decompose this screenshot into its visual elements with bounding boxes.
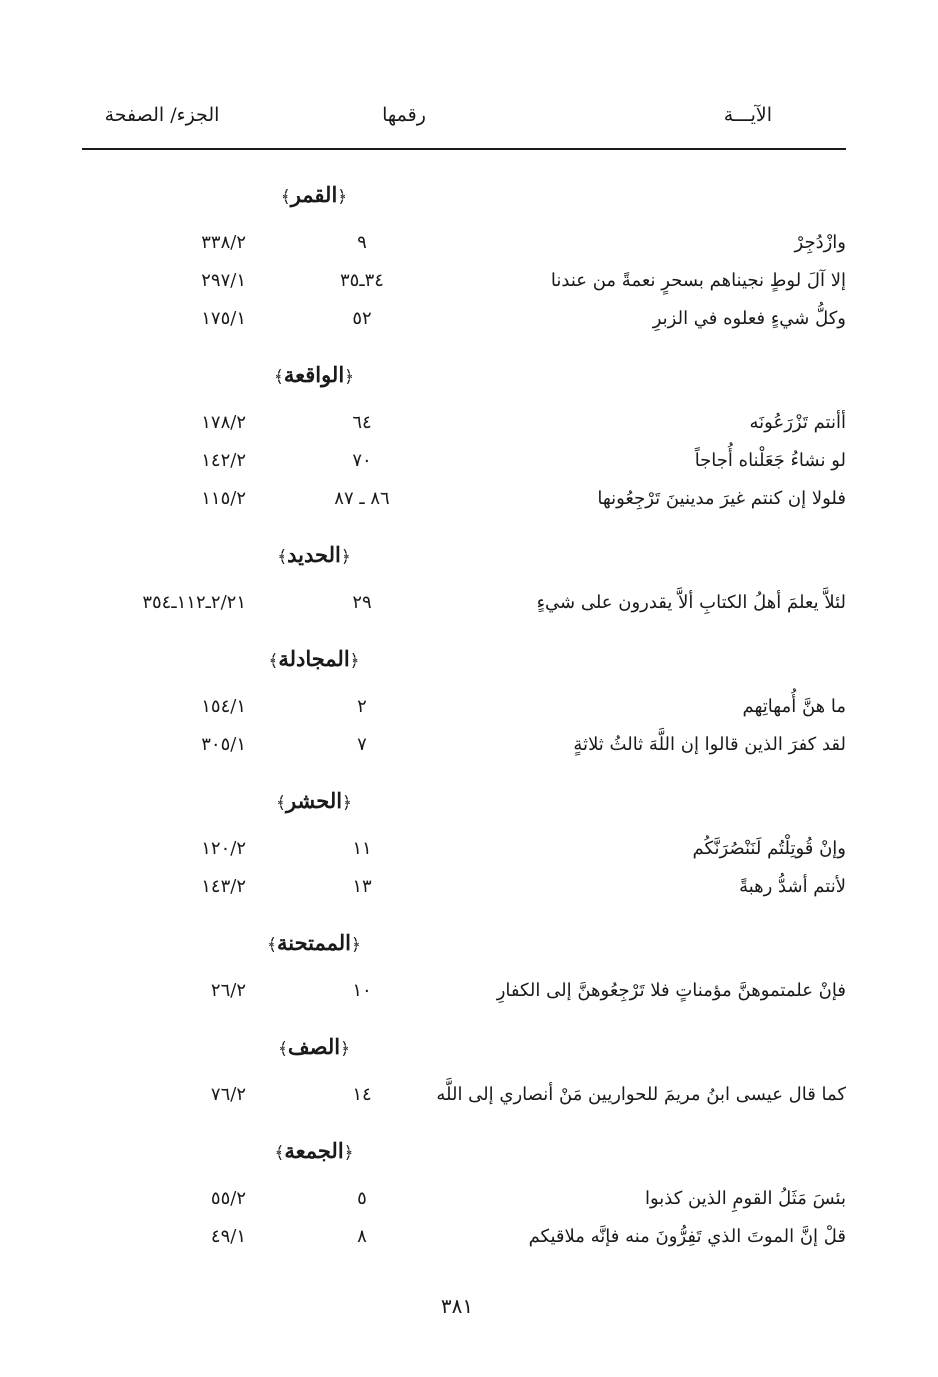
verse-text: فإنْ علمتموهنَّ مؤمناتٍ فلا تَرْجِعُوهنَّ إلى الكفارِ: [496, 980, 846, 1001]
page-reference: ١٥٤/١: [201, 696, 246, 717]
verse-text: وكلُّ شيءٍ فعلوه في الزبرِ: [652, 308, 846, 329]
surah-name: الحديد: [287, 542, 341, 567]
ornament-icon: ﴾: [268, 651, 279, 671]
verse-number: ٥: [357, 1188, 367, 1209]
verse-number: ٧٠: [352, 450, 372, 471]
page-reference: ٢٦/٢: [210, 980, 246, 1001]
verse-text: لئلاَّ يعلمَ أهلُ الكتابِ ألاَّ يقدرون على شيءٍ: [536, 592, 846, 613]
table-row: [82, 300, 846, 338]
page-number: ٣٨١: [440, 1294, 474, 1318]
table-header: [82, 104, 846, 138]
verse-text: بئسَ مَثَلُ القومِ الذين كذبوا: [645, 1188, 846, 1209]
page-reference: ١٧٥/١: [201, 308, 246, 329]
table-row: [82, 404, 846, 442]
ornament-icon: ﴾: [275, 793, 286, 813]
ornament-icon: ﴾: [267, 935, 277, 955]
verse-text: أأنتم تَزْرَعُونَه: [749, 412, 846, 433]
ornament-icon: ﴿: [337, 187, 348, 207]
ornament-icon: ﴿: [342, 793, 353, 813]
surah-heading: [82, 914, 846, 972]
surah-heading: [82, 526, 846, 584]
verse-text: لو نشاءُ جَعَلْناه أُجاجاً: [694, 450, 846, 471]
page-reference: ٥٥/٢: [210, 1188, 246, 1209]
table-row: [82, 1076, 846, 1114]
page-reference: ١٤٢/٢: [201, 450, 246, 471]
page-reference: ٧٦/٢: [210, 1084, 246, 1105]
surah-heading: [82, 1122, 846, 1180]
ornament-icon: ﴿: [343, 1143, 354, 1163]
header-reference: الجزء/ الصفحة: [104, 104, 220, 126]
table-row: [82, 442, 846, 480]
verse-text: وإنْ قُوتِلْتُم لَنَنْصُرَنَّكُم: [692, 838, 846, 859]
verse-number: ١٠: [352, 980, 372, 1001]
verse-text: ما هنَّ أُمهاتِهم: [742, 696, 846, 717]
page-reference: ٣٣٨/٢: [201, 232, 246, 253]
surah-heading: [82, 166, 846, 224]
page-reference: ٢/٢١ـ١١٢ـ٣٥٤: [142, 592, 246, 613]
verse-number: ٥٢: [352, 308, 372, 329]
verse-number: ١١: [352, 838, 372, 859]
surah-name: الممتحنة: [276, 930, 351, 955]
table-row: [82, 688, 846, 726]
ornament-icon: ﴿: [349, 651, 360, 671]
ornament-icon: ﴿: [344, 367, 355, 387]
verse-number: ٩: [357, 232, 367, 253]
ornament-icon: ﴿: [340, 547, 351, 567]
table-row: [82, 972, 846, 1010]
header-verse: الآيـــة: [723, 104, 772, 126]
surah-heading: [82, 346, 846, 404]
surah-name: الصف: [287, 1034, 341, 1059]
ornament-icon: ﴾: [273, 367, 284, 387]
ornament-icon: ﴾: [274, 1143, 285, 1163]
surah-heading: [82, 772, 846, 830]
page-reference: ١١٥/٢: [201, 488, 246, 509]
surah-heading: [82, 1018, 846, 1076]
verse-number: ١٤: [352, 1084, 372, 1105]
table-row: [82, 224, 846, 262]
ornament-icon: ﴾: [277, 1039, 288, 1059]
index-content: [82, 166, 846, 1264]
ornament-icon: ﴿: [351, 935, 361, 955]
surah-heading: [82, 630, 846, 688]
verse-text: إلا آلَ لوطٍ نجيناهم بسحرٍ نعمةً من عندنا: [550, 270, 846, 291]
ornament-icon: ﴾: [280, 187, 291, 207]
verse-text: قلْ إنَّ الموتَ الذي تَفِرُّونَ منه فإنَّه ملاقيكم: [528, 1226, 846, 1247]
page-reference: ٣٠٥/١: [201, 734, 246, 755]
surah-name: الجمعة: [284, 1138, 344, 1163]
table-row: [82, 1180, 846, 1218]
page-reference: ٤٩/١: [210, 1226, 246, 1247]
verse-number: ٧: [357, 734, 367, 755]
table-row: [82, 1218, 846, 1256]
verse-text: كما قال عيسى ابنُ مريمَ للحواريين مَنْ أنصاري إلى اللَّه: [436, 1084, 846, 1105]
header-number: رقمها: [382, 104, 426, 126]
verse-number: ٦٤: [352, 412, 372, 433]
verse-text: لأنتم أشدُّ رهبةً: [739, 876, 846, 897]
page-reference: ١٢٠/٢: [201, 838, 246, 859]
verse-number: ٣٤ـ٣٥: [340, 270, 384, 291]
page-reference: ٢٩٧/١: [201, 270, 246, 291]
surah-name: الواقعة: [283, 362, 345, 387]
table-row: [82, 726, 846, 764]
surah-name: القمر: [290, 182, 338, 207]
verse-number: ٢٩: [352, 592, 372, 613]
page-reference: ١٧٨/٢: [201, 412, 246, 433]
page-footer: [0, 1294, 938, 1318]
table-row: [82, 262, 846, 300]
ornament-icon: ﴾: [277, 547, 288, 567]
ornament-icon: ﴿: [340, 1039, 351, 1059]
surah-name: المجادلة: [278, 646, 350, 671]
table-row: [82, 868, 846, 906]
table-row: [82, 584, 846, 622]
verse-number: ١٣: [352, 876, 372, 897]
page-reference: ١٤٣/٢: [201, 876, 246, 897]
verse-text: فلولا إن كنتم غيرَ مدينينَ تَرْجِعُونها: [597, 488, 846, 509]
table-row: [82, 480, 846, 518]
table-row: [82, 830, 846, 868]
header-rule: [82, 148, 846, 150]
surah-name: الحشر: [285, 788, 343, 813]
verse-number: ٢: [357, 696, 367, 717]
verse-number: ٨: [357, 1226, 367, 1247]
verse-number: ٨٦ ـ ٨٧: [334, 488, 390, 509]
verse-text: وازْدُجِرْ: [794, 232, 846, 253]
verse-text: لقد كفرَ الذين قالوا إن اللَّهَ ثالثُ ثلاثةٍ: [573, 734, 846, 755]
